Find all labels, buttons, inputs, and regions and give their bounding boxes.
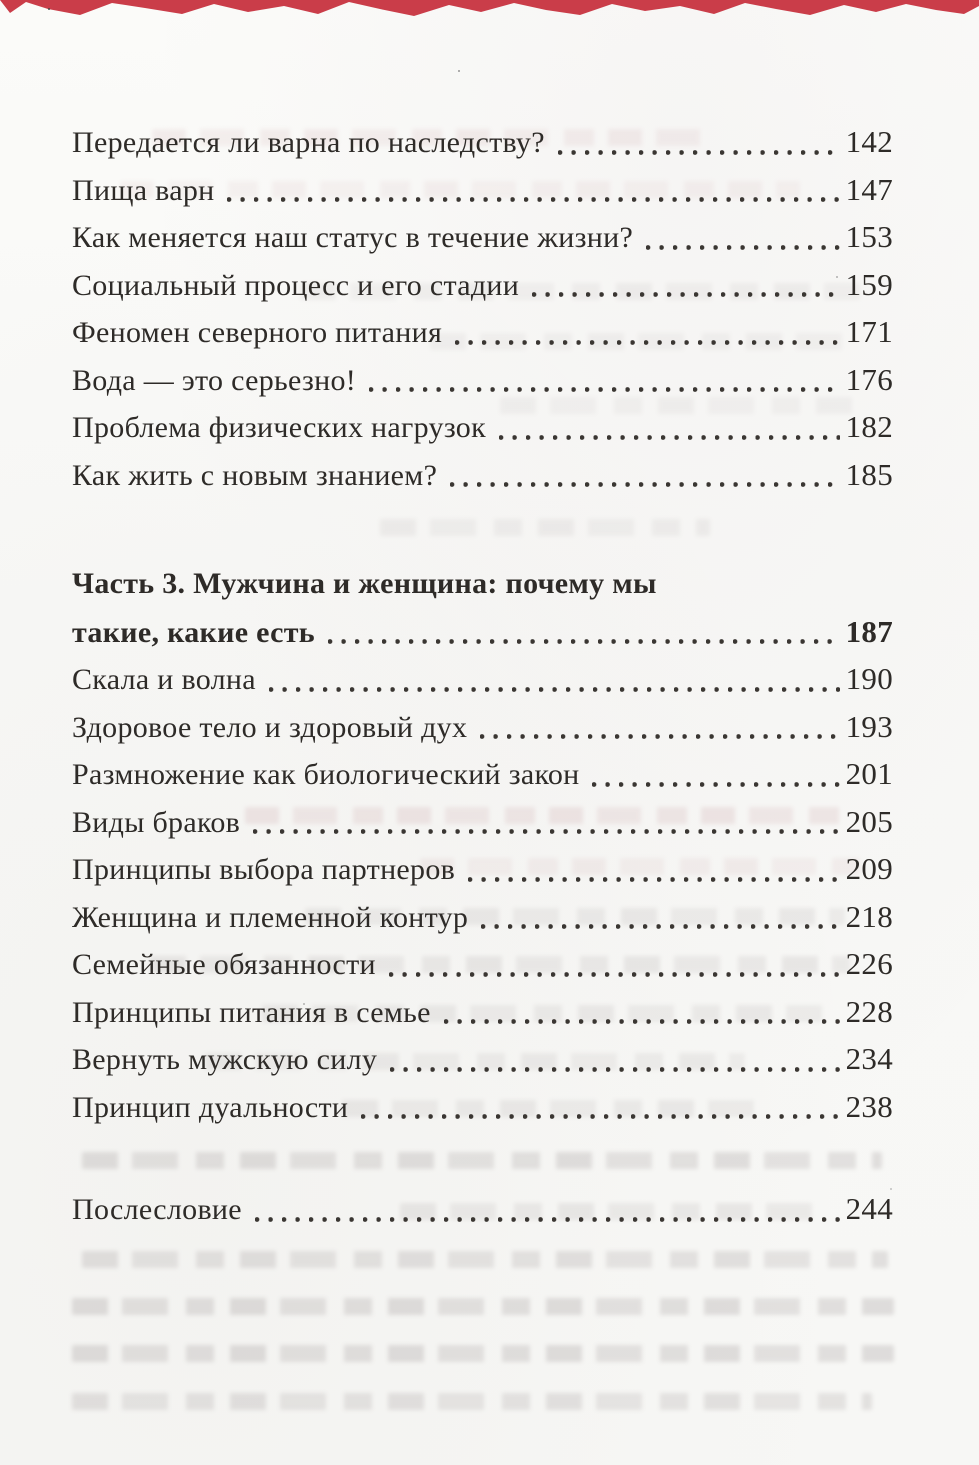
- toc-entry-page: 226: [845, 946, 893, 981]
- red-edge-shape: [0, 0, 979, 16]
- toc-entry: [72, 1035, 893, 1083]
- dot-leader: [455, 308, 840, 356]
- toc-entry-title: Вернуть мужскую силу: [72, 1043, 378, 1076]
- dot-leader: [369, 356, 840, 404]
- toc-entry-title: Послесловие: [72, 1193, 242, 1226]
- toc-entry-page: 147: [845, 171, 893, 207]
- toc-entry: [72, 940, 893, 988]
- dot-leader: [592, 750, 839, 798]
- dot-leader: [481, 893, 839, 941]
- toc-entry-page: 182: [845, 409, 893, 444]
- toc-entry-page: 190: [845, 661, 893, 696]
- dot-leader: [468, 845, 839, 893]
- toc-entry-title: Проблема физических нагрузок: [72, 411, 486, 444]
- dot-leader: [361, 1083, 839, 1131]
- red-scan-edge: [0, 0, 979, 18]
- dot-leader: [390, 1035, 839, 1083]
- toc-entry: [72, 451, 893, 499]
- toc-entry-title: Виды браков: [72, 805, 241, 839]
- dot-leader: [532, 261, 839, 309]
- toc-entry-page: 193: [845, 708, 893, 744]
- dot-leader: [499, 403, 840, 451]
- toc-entry-title: Размножение как биологический закон: [72, 758, 580, 791]
- toc-entry: [72, 655, 893, 703]
- toc-entry: [72, 356, 893, 404]
- dot-leader: [444, 988, 840, 1036]
- dot-leader: [253, 798, 840, 846]
- toc-entry: [72, 1083, 893, 1131]
- toc-entry-title: Как жить с новым знанием?: [72, 458, 438, 492]
- dot-leader: [227, 166, 839, 214]
- toc-entry-title: Здоровое тело и здоровый дух: [72, 710, 468, 744]
- dot-leader: [558, 118, 840, 166]
- bleed-through-line: [72, 1393, 872, 1410]
- scan-speck-dots: [48, 8, 50, 10]
- bleed-through-line: [72, 1345, 894, 1362]
- toc-entry-title: Семейные обязанности: [72, 948, 376, 981]
- toc-entry-page: 171: [845, 314, 893, 349]
- toc-entry: [72, 261, 893, 309]
- toc-entry-title: Передается ли варна по наследству?: [72, 126, 545, 159]
- toc-entry-page: 187: [845, 613, 893, 649]
- part-heading-text: Часть 3. Мужчина и женщина: почему мы: [72, 567, 657, 600]
- toc-entry: [72, 403, 893, 451]
- toc-entry-title: Как меняется наш статус в течение жизни?: [72, 221, 634, 254]
- toc-entry-title: Женщина и племенной контур: [72, 900, 469, 934]
- toc-entry-page: 238: [845, 1088, 893, 1124]
- toc-entry: [72, 798, 893, 846]
- dot-leader: [480, 703, 839, 751]
- bleed-through-line: [72, 1298, 894, 1315]
- toc-entry-title: Принципы выбора партнеров: [72, 853, 456, 886]
- toc-entry: [72, 213, 893, 261]
- table-of-contents: [72, 118, 893, 1233]
- toc-entry-title: Социальный процесс и его стадии: [72, 268, 520, 302]
- toc-entry-title: Пища варн: [72, 173, 215, 207]
- toc-entry-title: Принцип дуальности: [72, 1090, 349, 1124]
- toc-entry-title: Феномен северного питания: [72, 316, 443, 349]
- toc-entry-page: 153: [845, 219, 893, 254]
- part-heading-text: такие, какие есть: [72, 615, 315, 649]
- toc-entry-page: 244: [845, 1191, 893, 1226]
- toc-entry-title: Принципы питания в семье: [72, 995, 431, 1029]
- dot-leader: [255, 1185, 840, 1233]
- toc-entry-page: 218: [845, 898, 893, 934]
- dot-leader: [328, 608, 840, 656]
- toc-entry-page: 228: [845, 993, 893, 1029]
- toc-entry-page: 159: [845, 266, 893, 302]
- toc-entry: [72, 166, 893, 214]
- toc-entry: [72, 893, 893, 941]
- toc-entry: [72, 845, 893, 893]
- toc-entry: [72, 750, 893, 798]
- toc-entry-page: 142: [845, 124, 893, 159]
- toc-entry: [72, 703, 893, 751]
- toc-entry: [72, 118, 893, 166]
- toc-entry-page: 205: [845, 803, 893, 839]
- toc-entry-title: Вода — это серьезно!: [72, 363, 357, 397]
- toc-entry-page: 209: [845, 851, 893, 886]
- toc-entry-title: Скала и волна: [72, 663, 256, 696]
- toc-entry-page: 176: [845, 361, 893, 397]
- toc-entry-page: 185: [845, 456, 893, 492]
- bleed-through-line: [82, 1251, 888, 1268]
- part3-heading-line2: [72, 608, 893, 656]
- toc-entry-page: 234: [845, 1041, 893, 1076]
- toc-entry-afterword: [72, 1185, 893, 1233]
- dot-leader: [450, 451, 839, 499]
- dot-leader: [389, 940, 840, 988]
- part3-heading-line1: [72, 560, 893, 608]
- toc-entry-page: 201: [845, 756, 893, 791]
- dot-leader: [269, 655, 840, 703]
- toc-entry: [72, 988, 893, 1036]
- dot-leader: [646, 213, 839, 261]
- toc-entry: [72, 308, 893, 356]
